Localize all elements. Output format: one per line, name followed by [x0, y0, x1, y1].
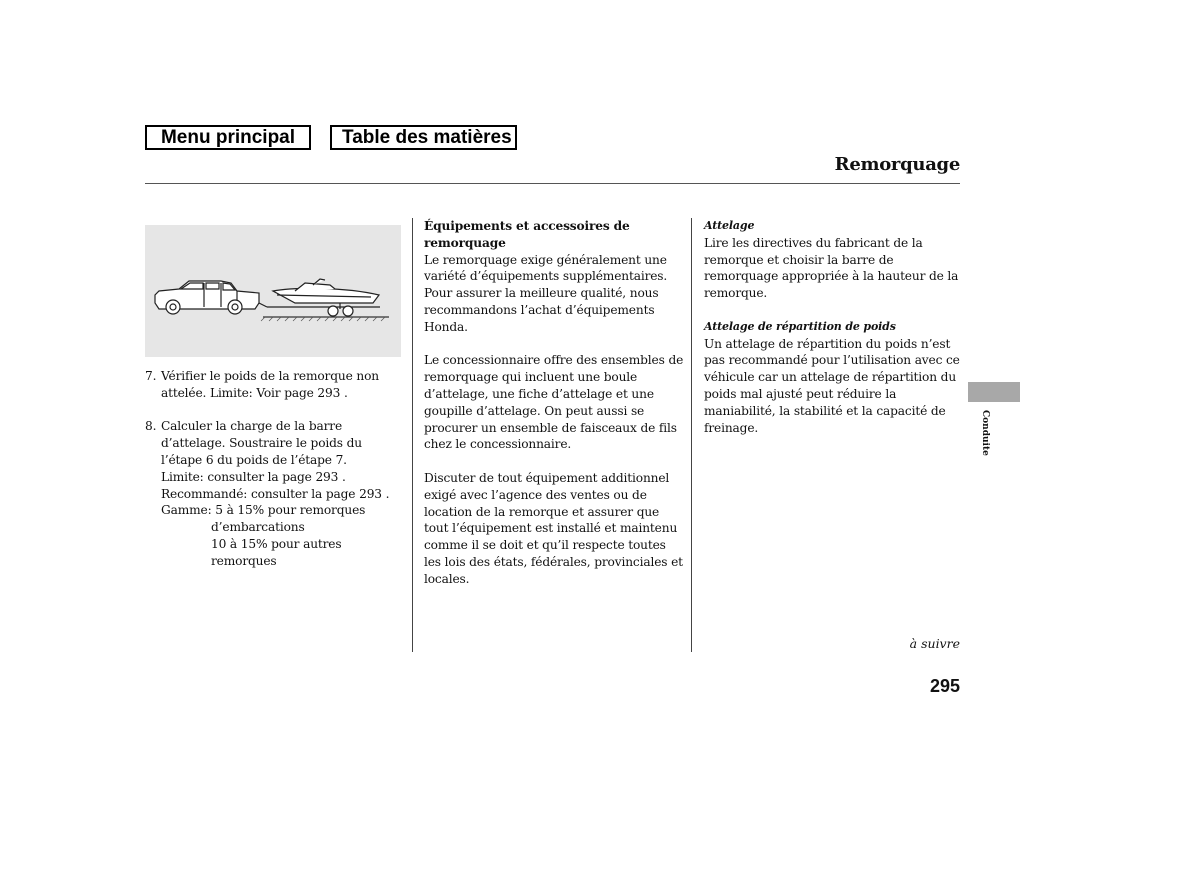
paragraph: Discuter de tout équipement additionnel exigé avec l’agence des ventes ou de location de la remorque et assurer que tout l’équipement est installé et maintenu comme il se doit et qu’il respecte toutes les lois des états, fédérales, provinciales et locales. — [424, 470, 683, 586]
paragraph: Un attelage de répartition du poids n’est pas recommandé pour l’utilisation avec ce véhicule car un attelage de répartition du poids mal ajusté peut réduire la maniabilité, la stabilité et la capacité de freinage. — [704, 336, 960, 435]
column-divider — [412, 218, 413, 652]
range-text-cont: d’embarcations — [211, 520, 305, 535]
section-label: Conduite — [980, 410, 990, 456]
page-number: 295 — [929, 676, 960, 696]
menu-principal-button[interactable]: Menu principal — [145, 125, 311, 150]
paragraph: Lire les directives du fabricant de la remorque et choisir la barre de remorquage appropriée à la hauteur de la remorque. — [704, 235, 959, 301]
range-text-other: 10 à 15% pour autres remorques — [211, 536, 342, 568]
paragraph: Le remorquage exige généralement une variété d’équipements supplémentaires. Pour assurer la meilleure qualité, nous recommandons l’achat d’équipements Honda. — [424, 252, 668, 334]
column-divider — [691, 218, 692, 652]
list-text: Calculer la charge de la barre d’attelage. Soustraire le poids du l’étape 6 du poids de l’étape 7. — [161, 419, 362, 467]
recommended-text: Recommandé: consulter la page 293 . — [161, 486, 390, 501]
column-right — [704, 218, 962, 436]
list-number: 8. — [145, 419, 157, 434]
list-number: 7. — [145, 369, 157, 383]
paragraph: Le concessionnaire offre des ensembles de remorquage qui incluent une boule d’attelage, une fiche d’attelage et une goupille d’attelage. On peut aussi se procurer un ensemble de faisceaux de fils chez le concessionnaire. — [424, 353, 684, 452]
limit-text: Limite: consulter la page 293 . — [161, 469, 346, 484]
section-heading: Équipements et accessoires de remorquage — [424, 219, 630, 250]
subheading-attelage: Attelage — [704, 219, 755, 232]
column-middle — [424, 218, 684, 588]
table-des-matieres-button[interactable]: Table des matières — [330, 125, 517, 150]
truck-towing-boat-illustration — [145, 225, 401, 357]
list-text: Vérifier le poids de la remorque non attelée. Limite: Voir page 293 . — [161, 369, 379, 400]
header-rule — [145, 183, 960, 184]
continued-label: à suivre — [909, 636, 960, 651]
list-item — [145, 368, 400, 402]
page-title: Remorquage — [834, 154, 960, 175]
column-left — [145, 368, 400, 570]
list-item — [145, 418, 400, 569]
section-tab-marker[interactable] — [968, 382, 1020, 402]
subheading-repartition: Attelage de répartition de poids — [704, 319, 896, 333]
range-text: Gamme: 5 à 15% pour remorques — [161, 503, 366, 518]
